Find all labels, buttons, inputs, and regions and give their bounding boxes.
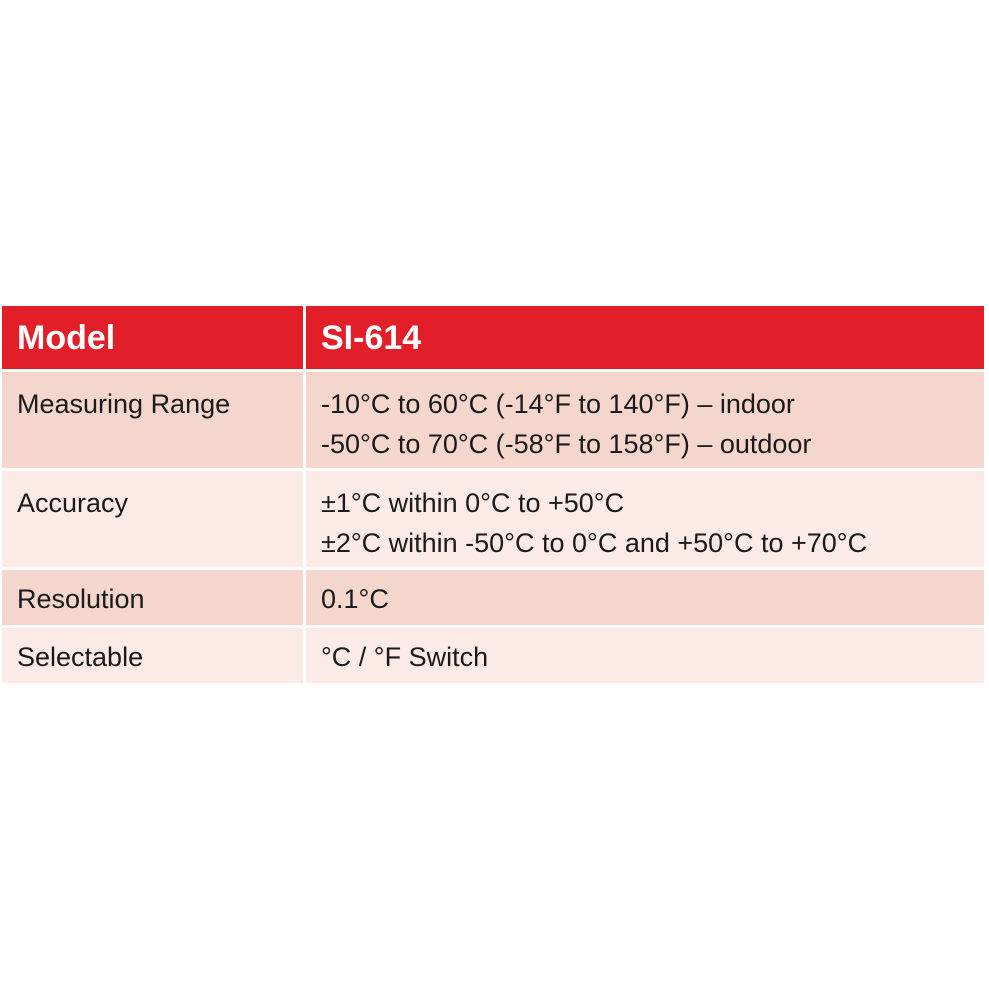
table-row [2,625,984,683]
value-line: °C / °F Switch [321,642,489,672]
row-label: Selectable [2,625,303,683]
table-row [2,369,984,468]
value-line: -50°C to 70°C (-58°F to 158°F) – outdoor [321,429,812,459]
row-label: Accuracy [2,468,303,567]
table-row [2,468,984,567]
value-line: ±2°C within -50°C to 0°C and +50°C to +70°C [321,528,868,558]
header-value: SI-614 [303,306,984,369]
table-header-row [2,306,984,369]
header-label: Model [2,306,303,369]
value-line: -10°C to 60°C (-14°F to 140°F) – indoor [321,389,795,419]
value-line: 0.1°C [321,584,389,614]
value-line: ±1°C within 0°C to +50°C [321,488,625,518]
spec-table [2,306,984,683]
row-label: Measuring Range [2,369,303,468]
row-value [303,369,984,468]
row-value [303,468,984,567]
row-label: Resolution [2,567,303,625]
table-row [2,567,984,625]
row-value [303,567,984,625]
row-value [303,625,984,683]
